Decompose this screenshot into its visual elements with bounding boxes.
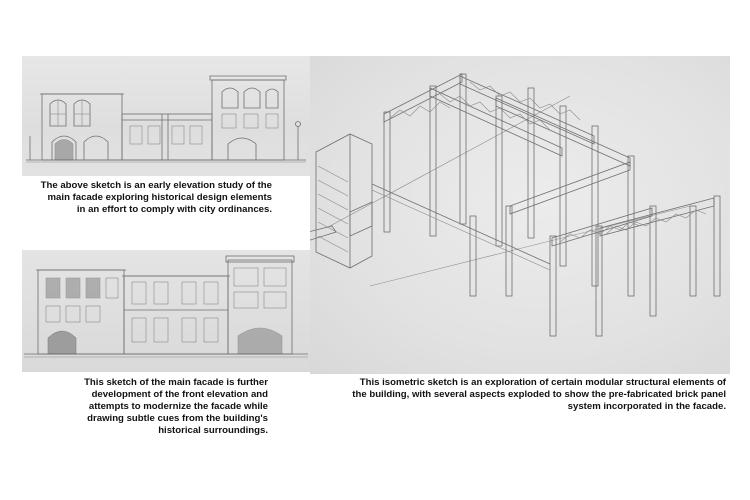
isometric-caption: This isometric sketch is an exploration of certain modular structural elements of the building, with several aspects exploded to show the pre-fabricated brick panel system incorporated in the facade.	[352, 377, 726, 412]
early-elevation-sketch	[22, 56, 310, 176]
developed-elevation-caption: This sketch of the main facade is further development of the front elevation and attempts to modernize the facade while drawing subtle cues from the building's historical surroundings.	[84, 377, 268, 436]
isometric-structure-sketch	[310, 56, 730, 374]
developed-elevation-sketch	[22, 250, 310, 372]
early-elevation-caption: The above sketch is an early elevation study of the main facade exploring historical design elements in an effort to comply with city ordinances.	[40, 180, 272, 215]
